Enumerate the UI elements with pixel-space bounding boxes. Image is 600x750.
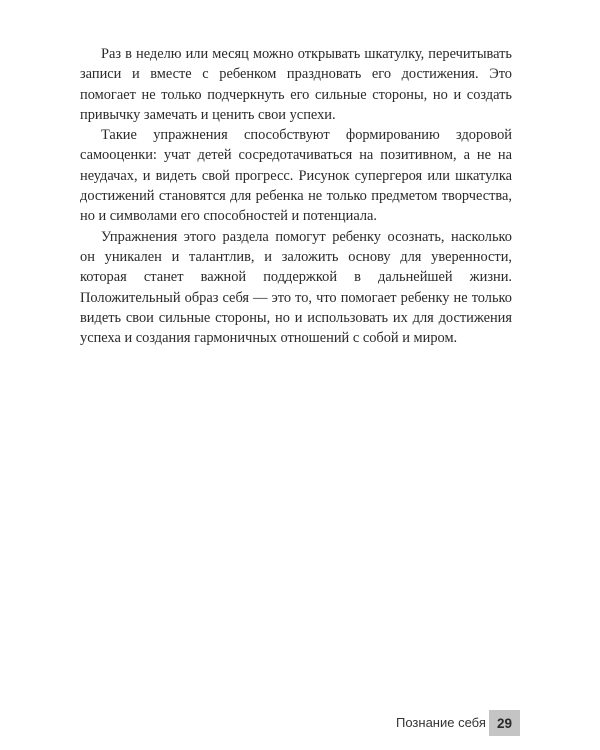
- paragraph-3: Упражнения этого раздела помогут ребенку осознать, насколько он уникален и талантлив, и заложить основу для уверенности, которая станет важной поддержкой в дальнейшей жизни. Положительный образ себя — это то, что помогает ребенку не только видеть свои сильные стороны, но и использовать их для достижения успеха и создания гармоничных отношений с собой и миром.: [80, 228, 512, 347]
- page-body: [80, 44, 512, 348]
- paragraph-2: Такие упражнения способствуют формированию здоровой самооценки: учат детей сосредотачиваться на позитивном, а не на неудачах, и видеть свой прогресс. Рисунок супергероя или шкатулка достижений становятся для ребенка не только предметом творчества, но и символами его способностей и потенциала.: [80, 127, 512, 225]
- page-number: 29: [489, 710, 520, 736]
- running-footer-section-title: Познание себя: [396, 715, 486, 730]
- paragraph-1: Раз в неделю или месяц можно открывать шкатулку, перечитывать записи и вместе с ребенком праздновать его достижения. Это помогает не только подчеркнуть его сильные стороны, но и создать привычку замечать и ценить свои успехи.: [80, 46, 512, 123]
